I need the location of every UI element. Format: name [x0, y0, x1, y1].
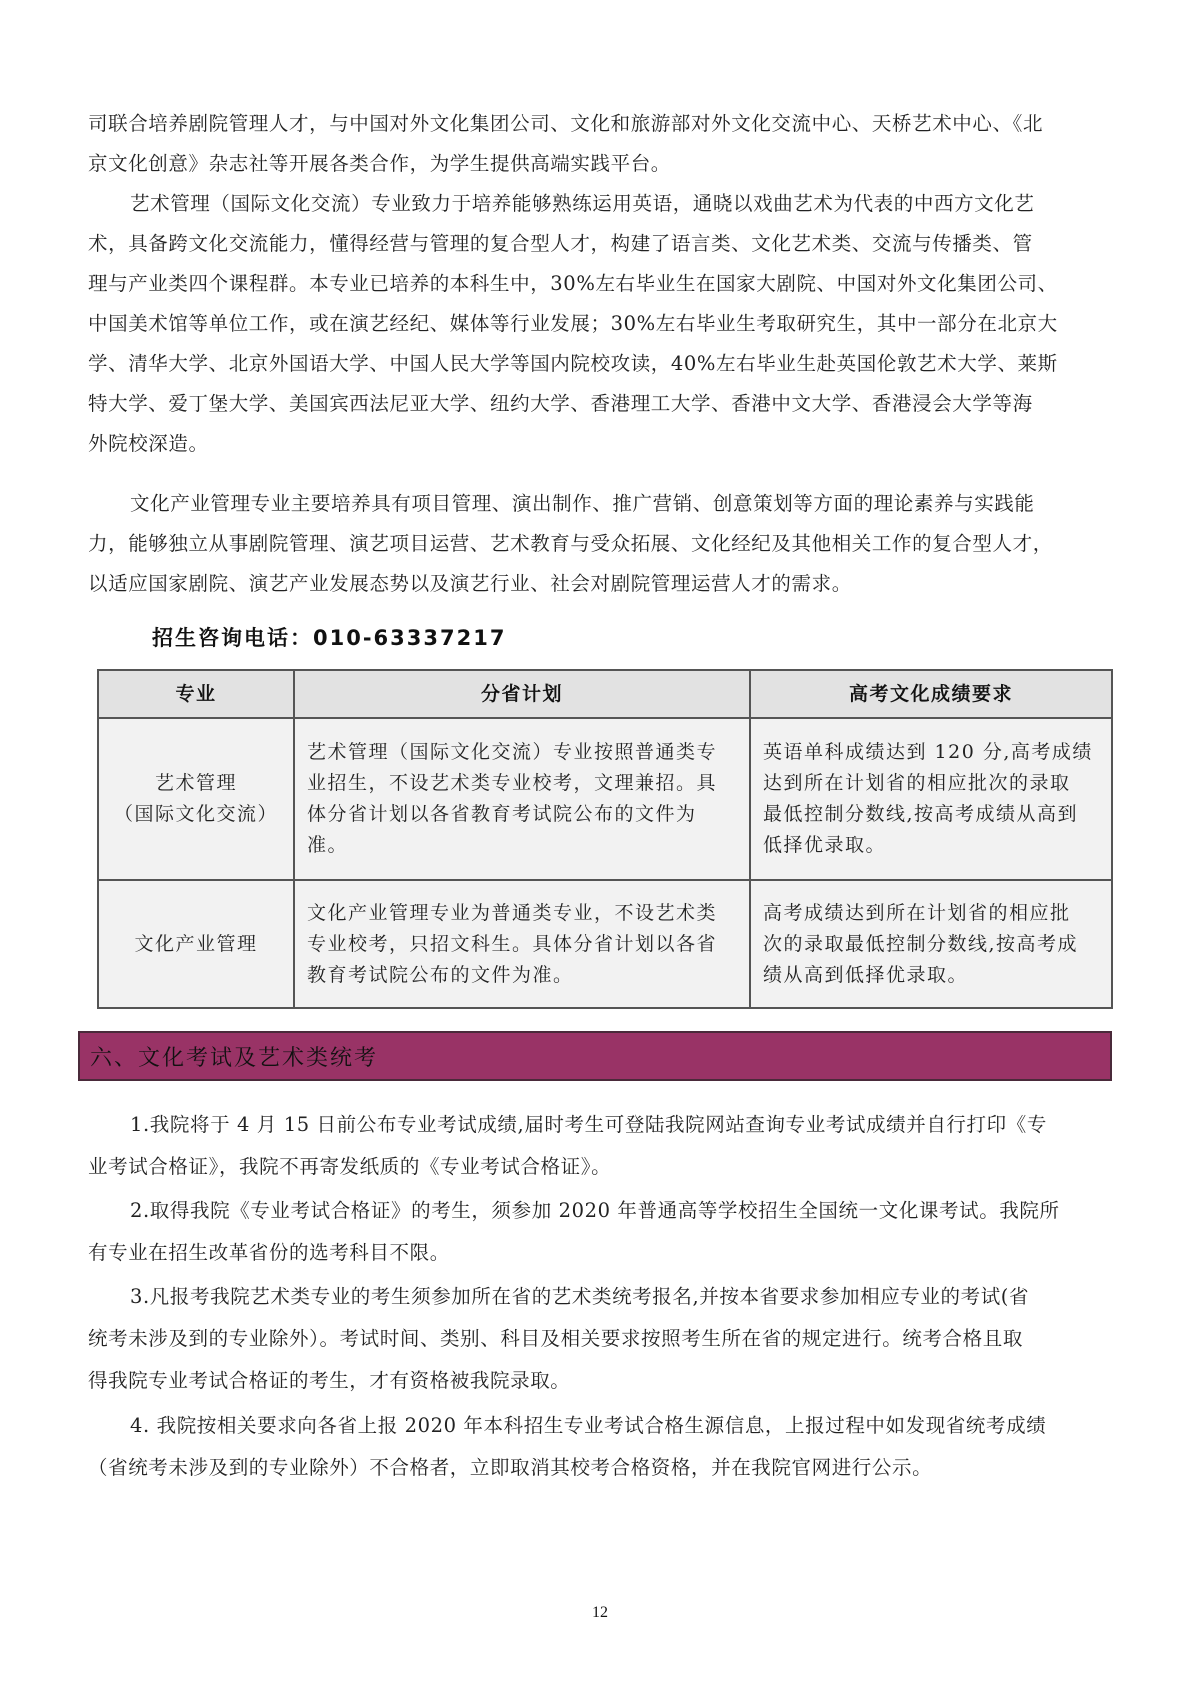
text-line: 中国美术馆等单位工作，或在演艺经纪、媒体等行业发展；30%左右毕业生考取研究生，其中一部分在北京大: [88, 312, 1058, 335]
table-row: [98, 718, 1112, 880]
cell-line: 艺术管理（国际文化交流）专业按照普通类专: [307, 741, 718, 763]
text-line: 力，能够独立从事剧院管理、演艺项目运营、艺术教育与受众拓展、文化经纪及其他相关工作的复合型人才，: [88, 532, 1053, 555]
cell-line: 体分省计划以各省教育考试院公布的文件为: [307, 803, 697, 825]
major-subtitle: （国际文化交流）: [113, 803, 278, 825]
cell-line: 业招生，不设艺术类专业校考，文理兼招。具: [307, 772, 718, 794]
text-line: 文化产业管理专业主要培养具有项目管理、演出制作、推广营销、创意策划等方面的理论素养与实践能: [130, 492, 1035, 515]
requirement-cell: [750, 718, 1112, 880]
text-line: 术，具备跨文化交流能力，懂得经营与管理的复合型人才，构建了语言类、文化艺术类、交流与传播类、管: [88, 232, 1033, 255]
text-line: 1.我院将于 4 月 15 日前公布专业考试成绩,届时考生可登陆我院网站查询专业考试成绩并自行打印《专: [130, 1113, 1047, 1136]
enrollment-plan-table: [97, 669, 1113, 1009]
item-4: [88, 1405, 1113, 1489]
intro-paragraph: [88, 104, 1113, 184]
major-cell: [98, 718, 294, 880]
text-line: 统考未涉及到的专业除外）。考试时间、类别、科目及相关要求按照考生所在省的规定进行。统考合格且取: [88, 1327, 1023, 1350]
item-1: [88, 1104, 1113, 1188]
text-line: 京文化创意》杂志社等开展各类合作，为学生提供高端实践平台。: [88, 152, 671, 175]
text-line: 外院校深造。: [88, 432, 209, 455]
text-line: 3.凡报考我院艺术类专业的考生须参加所在省的艺术类统考报名,并按本省要求参加相应专业的考试(省: [130, 1285, 1030, 1308]
item-2: [88, 1190, 1113, 1274]
plan-cell: [294, 718, 750, 880]
text-line: （省统考未涉及到的专业除外）不合格者，立即取消其校考合格资格，并在我院官网进行公示。: [88, 1456, 933, 1479]
cell-line: 次的录取最低控制分数线,按高考成: [763, 932, 1079, 955]
text-line: 得我院专业考试合格证的考生，才有资格被我院录取。: [88, 1369, 571, 1392]
text-line: 以适应国家剧院、演艺产业发展态势以及演艺行业、社会对剧院管理运营人才的需求。: [88, 572, 852, 595]
section-title: 六、文化考试及艺术类统考: [90, 1045, 379, 1071]
text-line: 司联合培养剧院管理人才，与中国对外文化集团公司、文化和旅游部对外文化交流中心、天桥艺术中心、《北: [88, 112, 1044, 135]
header-requirement: 高考文化成绩要求: [750, 670, 1112, 718]
header-major: 专业: [98, 670, 294, 718]
text-line: 理与产业类四个课程群。本专业已培养的本科生中，30%左右毕业生在国家大剧院、中国对外文化集团公司、: [88, 272, 1058, 295]
text-line: 2.取得我院《专业考试合格证》的考生，须参加 2020 年普通高等学校招生全国统一文化课考试。我院所: [130, 1199, 1060, 1222]
text-line: 特大学、爱丁堡大学、美国宾西法尼亚大学、纽约大学、香港理工大学、香港中文大学、香港浸会大学等海: [88, 392, 1033, 415]
plan-cell: [294, 880, 750, 1008]
text-line: 业考试合格证》，我院不再寄发纸质的《专业考试合格证》。: [88, 1155, 612, 1178]
cell-line: 准。: [307, 834, 349, 856]
major-name: 文化产业管理: [134, 932, 258, 955]
item-3: [88, 1276, 1113, 1402]
header-plan: 分省计划: [294, 670, 750, 718]
cell-line: 教育考试院公布的文件为准。: [307, 963, 574, 986]
text-line: 艺术管理（国际文化交流）专业致力于培养能够熟练运用英语，通晓以戏曲艺术为代表的中西方文化艺: [130, 192, 1035, 215]
section-heading-bar: [78, 1031, 1112, 1081]
text-line: 4. 我院按相关要求向各省上报 2020 年本科招生专业考试合格生源信息，上报过程中如发现省统考成绩: [130, 1414, 1047, 1437]
cell-line: 达到所在计划省的相应批次的录取: [763, 772, 1071, 794]
art-management-paragraph: [88, 184, 1113, 464]
cell-line: 高考成绩达到所在计划省的相应批: [763, 901, 1071, 924]
cell-line: 低择优录取。: [763, 834, 887, 856]
cell-line: 英语单科成绩达到 120 分,高考成绩: [763, 741, 1093, 763]
cell-line: 专业校考，只招文科生。具体分省计划以各省: [307, 932, 718, 955]
text-line: 学、清华大学、北京外国语大学、中国人民大学等国内院校攻读，40%左右毕业生赴英国伦敦艺术大学、莱斯: [88, 352, 1058, 375]
text-line: 有专业在招生改革省份的选考科目不限。: [88, 1241, 450, 1264]
table-row: [98, 880, 1112, 1008]
cell-line: 文化产业管理专业为普通类专业，不设艺术类: [307, 901, 718, 924]
admissions-phone: 招生咨询电话：010-63337217: [152, 626, 507, 650]
table-header-row: [98, 670, 1112, 718]
cell-line: 绩从高到低择优录取。: [763, 963, 969, 986]
cultural-industry-paragraph: [88, 484, 1113, 604]
page-number: 12: [592, 1604, 608, 1621]
cell-line: 最低控制分数线,按高考成绩从高到: [763, 803, 1079, 825]
major-cell: [98, 880, 294, 1008]
requirement-cell: [750, 880, 1112, 1008]
major-name: 艺术管理: [154, 772, 237, 794]
